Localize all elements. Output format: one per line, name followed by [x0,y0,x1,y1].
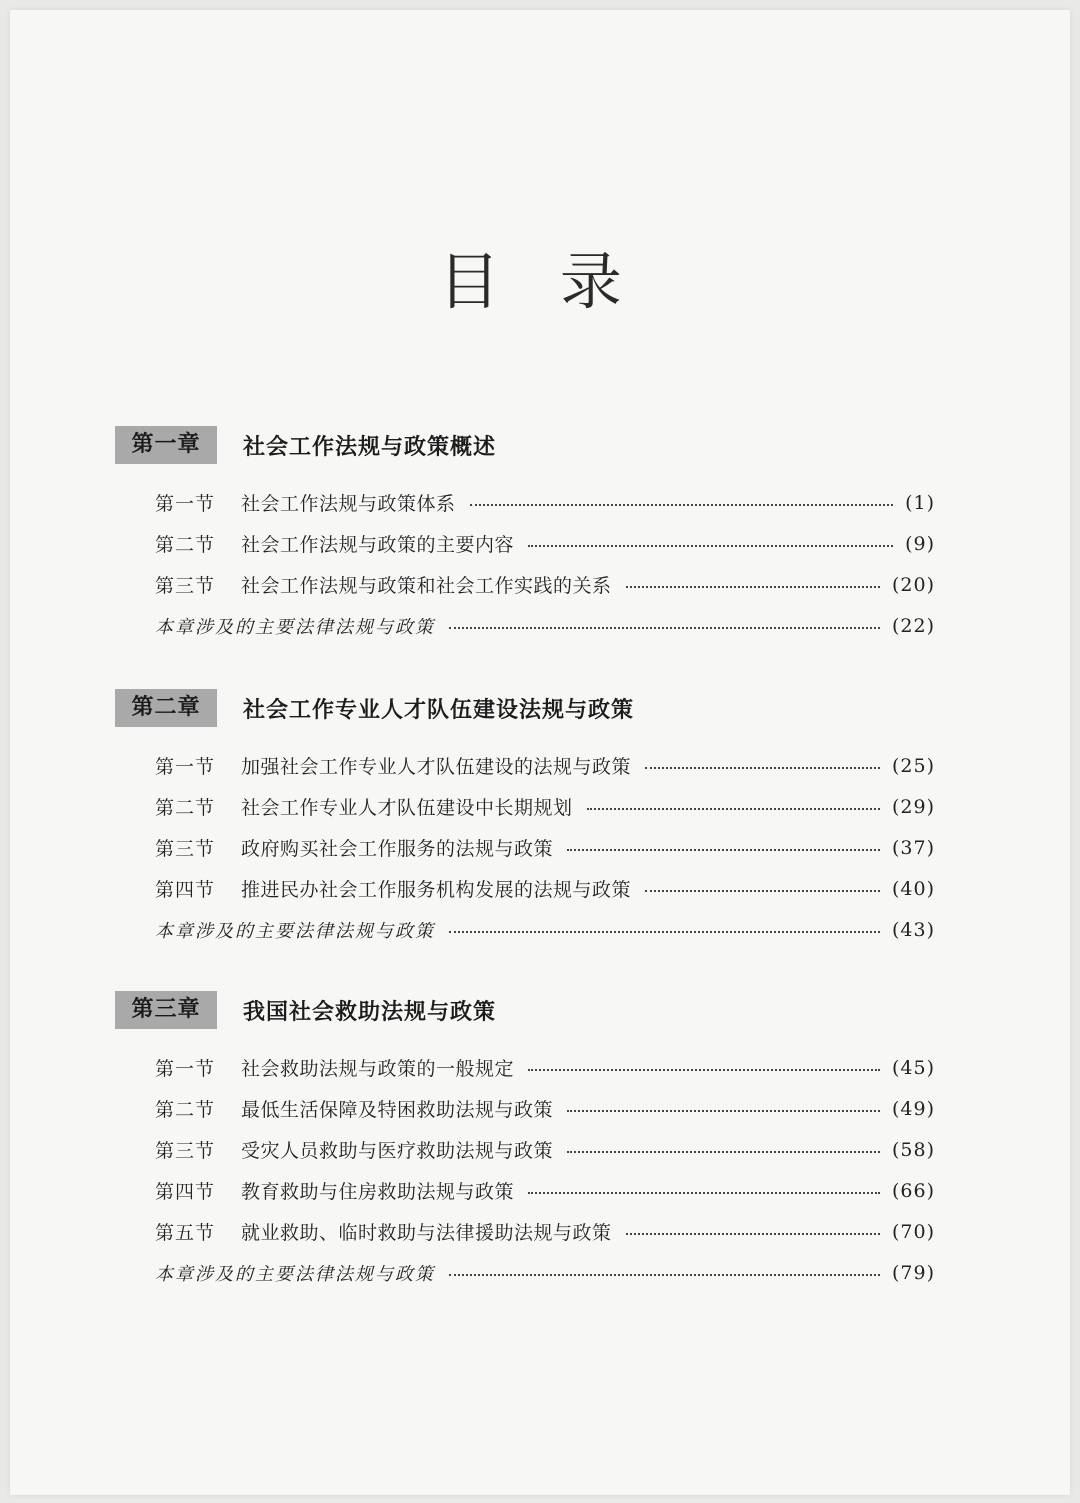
toc-entry[interactable] [155,1129,935,1170]
chapter-entries [155,1047,935,1293]
page-number: (43) [891,918,935,941]
page-number: (22) [891,614,935,637]
page-number: (49) [891,1097,935,1120]
leader-dots [567,849,880,851]
chapter-entries [155,745,935,950]
chapter-heading [115,991,496,1029]
chapter-heading [115,689,634,727]
section-number: 第三节 [155,575,216,597]
toc-entry[interactable] [155,745,935,786]
page-number: (20) [891,573,935,596]
toc-entry[interactable] [155,1047,935,1088]
chapter-title: 社会工作专业人才队伍建设法规与政策 [243,697,635,723]
section-title: 社会工作法规与政策和社会工作实践的关系 [241,575,612,597]
section-number: 第二节 [155,797,216,819]
leader-dots [528,1192,880,1194]
leader-dots [626,586,880,588]
section-title: 受灾人员救助与医疗救助法规与政策 [241,1140,554,1162]
toc-entry[interactable] [155,827,935,868]
page-number: (79) [891,1261,935,1284]
toc-entry[interactable] [155,564,935,605]
section-title: 推进民办社会工作服务机构发展的法规与政策 [241,879,632,901]
section-number: 第五节 [155,1222,216,1244]
section-number: 第二节 [155,534,216,556]
section-number: 第二节 [155,1099,216,1121]
section-number: 第四节 [155,879,216,901]
section-number: 第一节 [155,756,216,778]
chapter-label: 第一章 [115,426,217,464]
section-number: 第一节 [155,493,216,515]
section-title: 教育救助与住房救助法规与政策 [241,1181,515,1203]
leader-dots [449,627,880,629]
toc-entry[interactable] [155,482,935,523]
chapter-title: 社会工作法规与政策概述 [243,434,497,460]
leader-dots [449,931,880,933]
chapter-label: 第二章 [115,689,217,727]
section-title: 就业救助、临时救助与法律援助法规与政策 [241,1222,612,1244]
summary-title: 本章涉及的主要法律法规与政策 [155,1263,435,1285]
toc-entry[interactable] [155,1170,935,1211]
leader-dots [645,890,880,892]
leader-dots [587,808,880,810]
page-number: (37) [891,836,935,859]
leader-dots [449,1274,880,1276]
leader-dots [626,1233,880,1235]
toc-entry[interactable] [155,868,935,909]
chapter-label: 第三章 [115,991,217,1029]
page-number: (40) [891,877,935,900]
summary-title: 本章涉及的主要法律法规与政策 [155,920,435,942]
summary-title: 本章涉及的主要法律法规与政策 [155,616,435,638]
section-title: 加强社会工作专业人才队伍建设的法规与政策 [241,756,632,778]
toc-entry-summary[interactable] [155,909,935,950]
leader-dots [528,545,893,547]
toc-entry-summary[interactable] [155,605,935,646]
page-title: 目 录 [438,245,642,318]
toc-entry[interactable] [155,523,935,564]
leader-dots [645,767,880,769]
page-number: (70) [891,1220,935,1243]
chapter-title: 我国社会救助法规与政策 [243,999,497,1025]
section-number: 第四节 [155,1181,216,1203]
section-title: 最低生活保障及特困救助法规与政策 [241,1099,554,1121]
page-number: (66) [891,1179,935,1202]
section-number: 第一节 [155,1058,216,1080]
chapter-heading [115,426,496,464]
section-title: 社会工作法规与政策体系 [241,493,456,515]
toc-entry-summary[interactable] [155,1252,935,1293]
leader-dots [567,1110,880,1112]
chapter-entries [155,482,935,646]
leader-dots [528,1069,880,1071]
page-number: (45) [891,1056,935,1079]
page-number: (58) [891,1138,935,1161]
leader-dots [470,504,894,506]
toc-entry[interactable] [155,1211,935,1252]
section-title: 社会工作专业人才队伍建设中长期规划 [241,797,573,819]
section-title: 社会救助法规与政策的一般规定 [241,1058,515,1080]
leader-dots [567,1151,880,1153]
toc-entry[interactable] [155,786,935,827]
page-number: (9) [905,532,935,555]
section-number: 第三节 [155,838,216,860]
toc-page [10,10,1070,1495]
toc-entry[interactable] [155,1088,935,1129]
page-number: (25) [891,754,935,777]
section-title: 社会工作法规与政策的主要内容 [241,534,515,556]
section-title: 政府购买社会工作服务的法规与政策 [241,838,554,860]
page-number: (29) [891,795,935,818]
section-number: 第三节 [155,1140,216,1162]
page-number: (1) [905,491,935,514]
